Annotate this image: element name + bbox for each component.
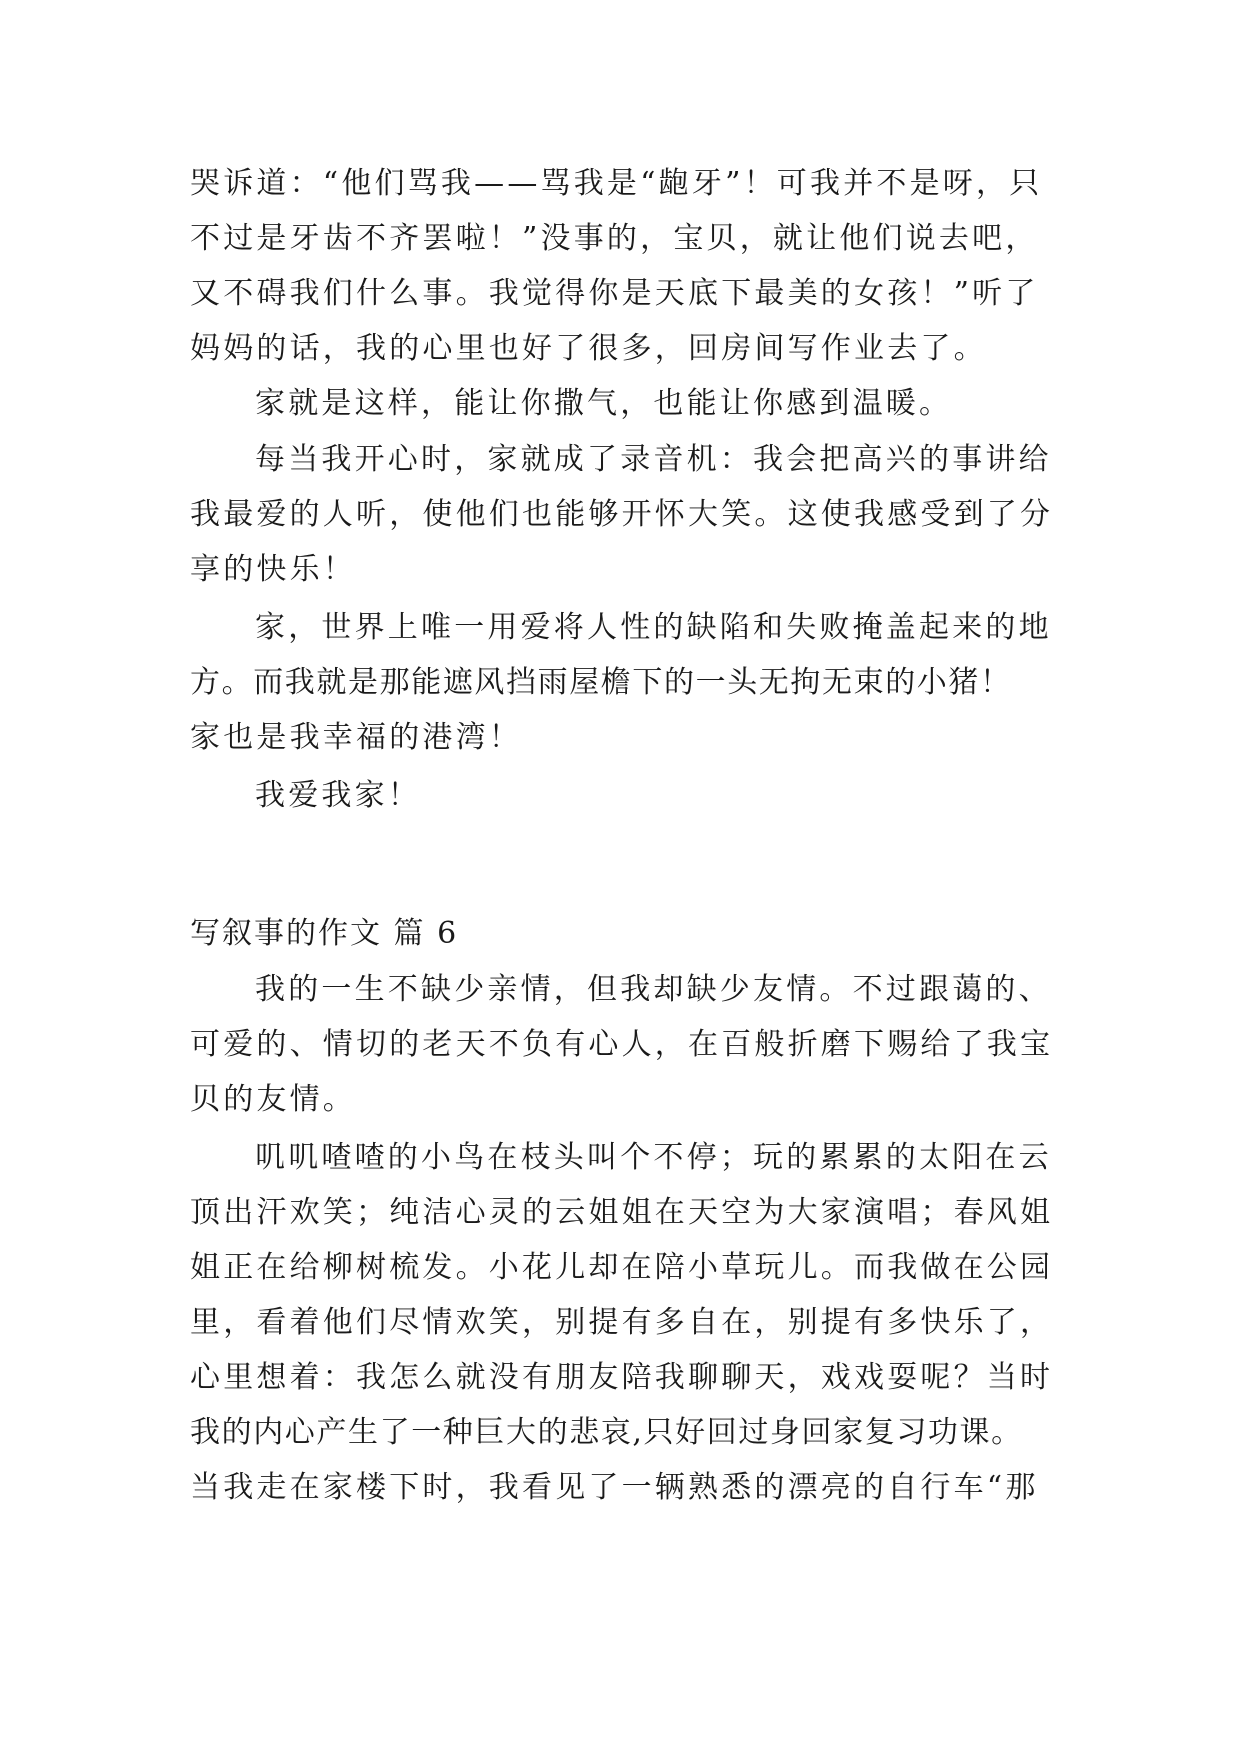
section-title: 写叙事的作文 篇 6 <box>190 916 459 951</box>
paragraph-line: 不过是牙齿不齐罢啦！”没事的，宝贝，就让他们说去吧， <box>190 221 1039 256</box>
paragraph-line: 享的快乐！ <box>190 552 356 587</box>
paragraph-line: 叽叽喳喳的小鸟在枝头叫个不停；玩的累累的太阳在云 <box>255 1140 1052 1175</box>
paragraph-line: 我的内心产生了一种巨大的悲哀,只好回过身回家复习功课。 <box>190 1415 1023 1450</box>
paragraph-line: 家也是我幸福的港湾！ <box>190 720 522 755</box>
paragraph-line: 贝的友情。 <box>190 1082 356 1117</box>
paragraph-line: 哭诉道：“他们骂我——骂我是“龅牙”！可我并不是呀，只 <box>190 166 1043 201</box>
paragraph-line: 每当我开心时，家就成了录音机：我会把高兴的事讲给 <box>255 442 1052 477</box>
paragraph-line: 又不碍我们什么事。我觉得你是天底下最美的女孩！”听了 <box>190 276 1039 311</box>
paragraph-line: 方。而我就是那能遮风挡雨屋檐下的一头无拘无束的小猪！ <box>190 665 1012 700</box>
paragraph-line: 当我走在家楼下时，我看见了一辆熟悉的漂亮的自行车“那 <box>190 1470 1039 1505</box>
paragraph-line: 可爱的、情切的老天不负有心人，在百般折磨下赐给了我宝 <box>190 1027 1054 1062</box>
paragraph-line: 姐正在给柳树梳发。小花儿却在陪小草玩儿。而我做在公园 <box>190 1250 1054 1285</box>
paragraph-line: 顶出汗欢笑；纯洁心灵的云姐姐在天空为大家演唱；春风姐 <box>190 1195 1054 1230</box>
paragraph-line: 家就是这样，能让你撒气，也能让你感到温暖。 <box>255 386 953 421</box>
paragraph-line: 我最爱的人听，使他们也能够开怀大笑。这使我感受到了分 <box>190 497 1054 532</box>
paragraph-line: 家，世界上唯一用爱将人性的缺陷和失败掩盖起来的地 <box>255 610 1052 645</box>
paragraph-line: 妈妈的话，我的心里也好了很多，回房间写作业去了。 <box>190 331 987 366</box>
paragraph-line: 里，看着他们尽情欢笑，别提有多自在，别提有多快乐了， <box>190 1305 1054 1340</box>
paragraph-line: 我爱我家！ <box>255 778 421 813</box>
paragraph-line: 心里想着：我怎么就没有朋友陪我聊聊天，戏戏耍呢？当时 <box>190 1360 1054 1395</box>
paragraph-line: 我的一生不缺少亲情，但我却缺少友情。不过跟蔼的、 <box>255 972 1052 1007</box>
